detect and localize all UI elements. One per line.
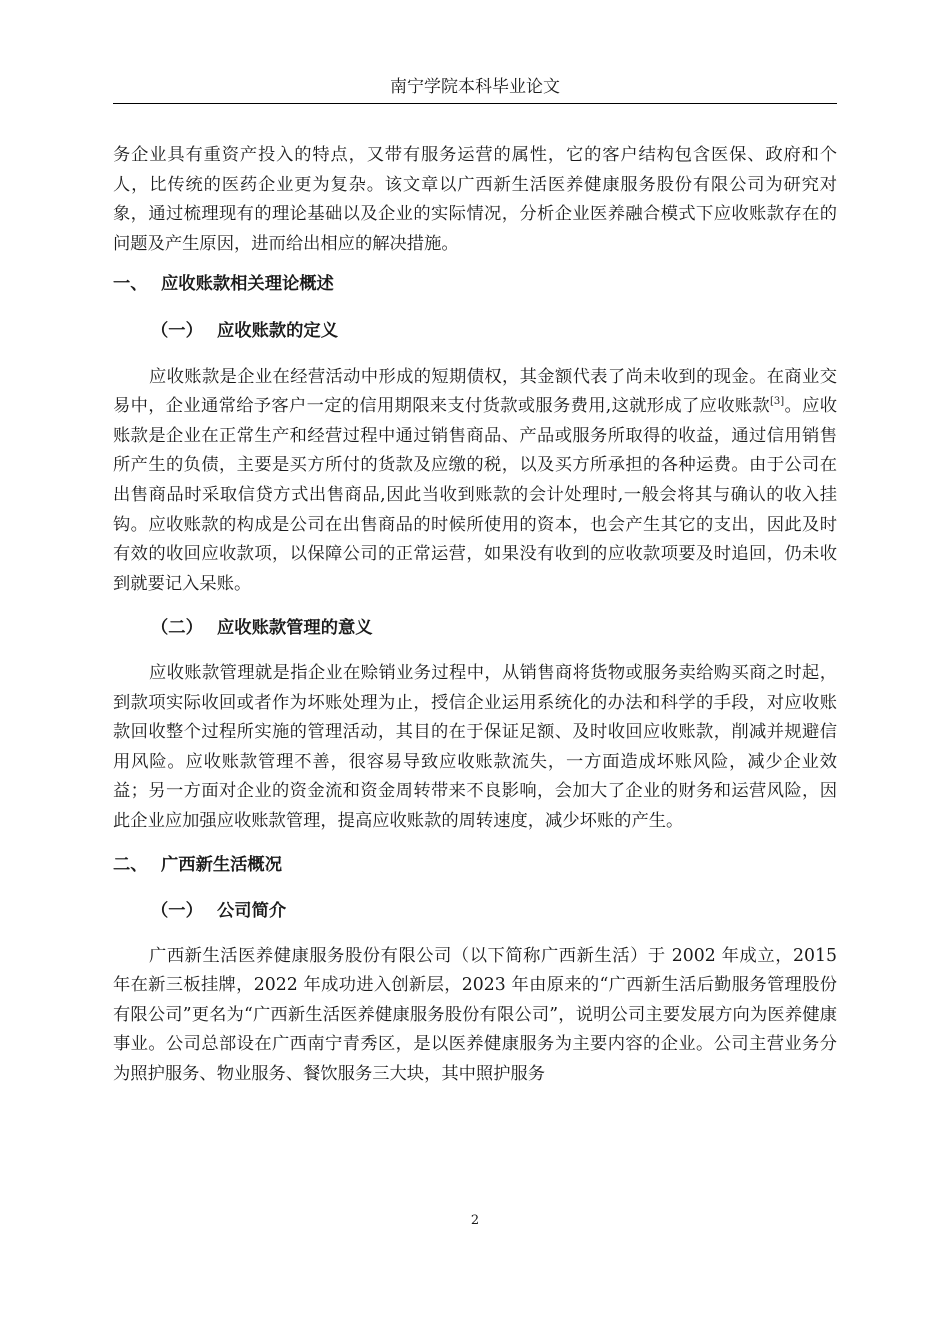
subsection-number: （一） bbox=[151, 320, 203, 341]
paragraph-text: 应收账款是企业在经营活动中形成的短期债权，其金额代表了尚未收到的现金。在商业交易中，企业通常给予客户一定的信用期限来支付货款或服务费用,这就形成了应收账款 bbox=[113, 366, 837, 417]
body-content bbox=[113, 141, 837, 1090]
section-number: 二、 bbox=[113, 855, 148, 876]
paragraph-management-significance: 应收账款管理就是指企业在赊销业务过程中，从销售商将货物或服务卖给购买商之时起，到款项实际收回或者作为坏账处理为止，授信企业运用系统化的办法和科学的手段，对应收账款回收整个过程所实施的管理活动，其目的在于保证足额、及时收回应收账款，削减并规避信用风险。应收账款管理不善，很容易导致应收账款流失，一方面造成坏账风险，减少企业效益；另一方面对企业的资金流和资金周转带来不良影响，会加大了企业的财务和运营风险，因此企业应加强应收账款管理，提高应收账款的周转速度，减少坏账的产生。 bbox=[113, 662, 837, 831]
subsection-title: 应收账款管理的意义 bbox=[217, 618, 373, 639]
paragraph-text: 。应收账款是企业在正常生产和经营过程中通过销售商品、产品或服务所取得的收益，通过信用销售所产生的负债，主要是买方所付的货款及应缴的税，以及买方所承担的各种运费。由于公司在出售商品时采取信贷方式出售商品,因此当收到账款的会计处理时,一般会将其与确认的收入挂钩。应收账款的构成是公司在出售商品的时候所使用的资本，也会产生其它的支出，因此及时有效的收回应收款项，以保障公司的正常运营，如果没有收到的应收款项要及时追回，仍未收到就要记入呆账。 bbox=[113, 396, 837, 594]
page-number: 2 bbox=[470, 1213, 480, 1228]
subsection-number: （一） bbox=[151, 901, 203, 922]
section-number: 一、 bbox=[113, 274, 148, 295]
paragraph-company-profile: 广西新生活医养健康服务股份有限公司（以下简称广西新生活）于 2002 年成立，2015 年在新三板挂牌，2022 年成功进入创新层，2023 年由原来的“广西新生活后勤服务管理股份有限公司”更名为“广西新生活医养健康服务股份有限公司”，说明公司主要发展方向为医养健康事业。公司总部设在广西南宁青秀区，是以医养健康服务为主要内容的企业。公司主营业务分为照护服务、物业服务、餐饮服务三大块，其中照护服务 bbox=[113, 945, 837, 1085]
subsection-number: （二） bbox=[151, 618, 203, 639]
subsection-heading-1 bbox=[113, 317, 837, 347]
section-heading-1 bbox=[113, 270, 837, 300]
section-title: 广西新生活概况 bbox=[161, 855, 282, 876]
header-rule bbox=[113, 103, 837, 104]
subsection-title: 公司简介 bbox=[217, 901, 287, 922]
subsection-heading-2 bbox=[113, 614, 837, 644]
section-title: 应收账款相关理论概述 bbox=[161, 274, 334, 295]
section-heading-2 bbox=[113, 851, 837, 881]
subsection-title: 应收账款的定义 bbox=[217, 320, 338, 341]
citation-ref: [3] bbox=[770, 396, 785, 408]
paragraph-continued: 务企业具有重资产投入的特点，又带有服务运营的属性，它的客户结构包含医保、政府和个人，比传统的医药企业更为复杂。该文章以广西新生活医养健康服务股份有限公司为研究对象，通过梳理现有的理论基础以及企业的实际情况，分析企业医养融合模式下应收账款存在的问题及产生原因，进而给出相应的解决措施。 bbox=[113, 145, 837, 254]
running-header: 南宁学院本科毕业论文 bbox=[390, 77, 560, 97]
paragraph-receivables-definition bbox=[113, 363, 837, 600]
subsection-heading-3 bbox=[113, 897, 837, 927]
